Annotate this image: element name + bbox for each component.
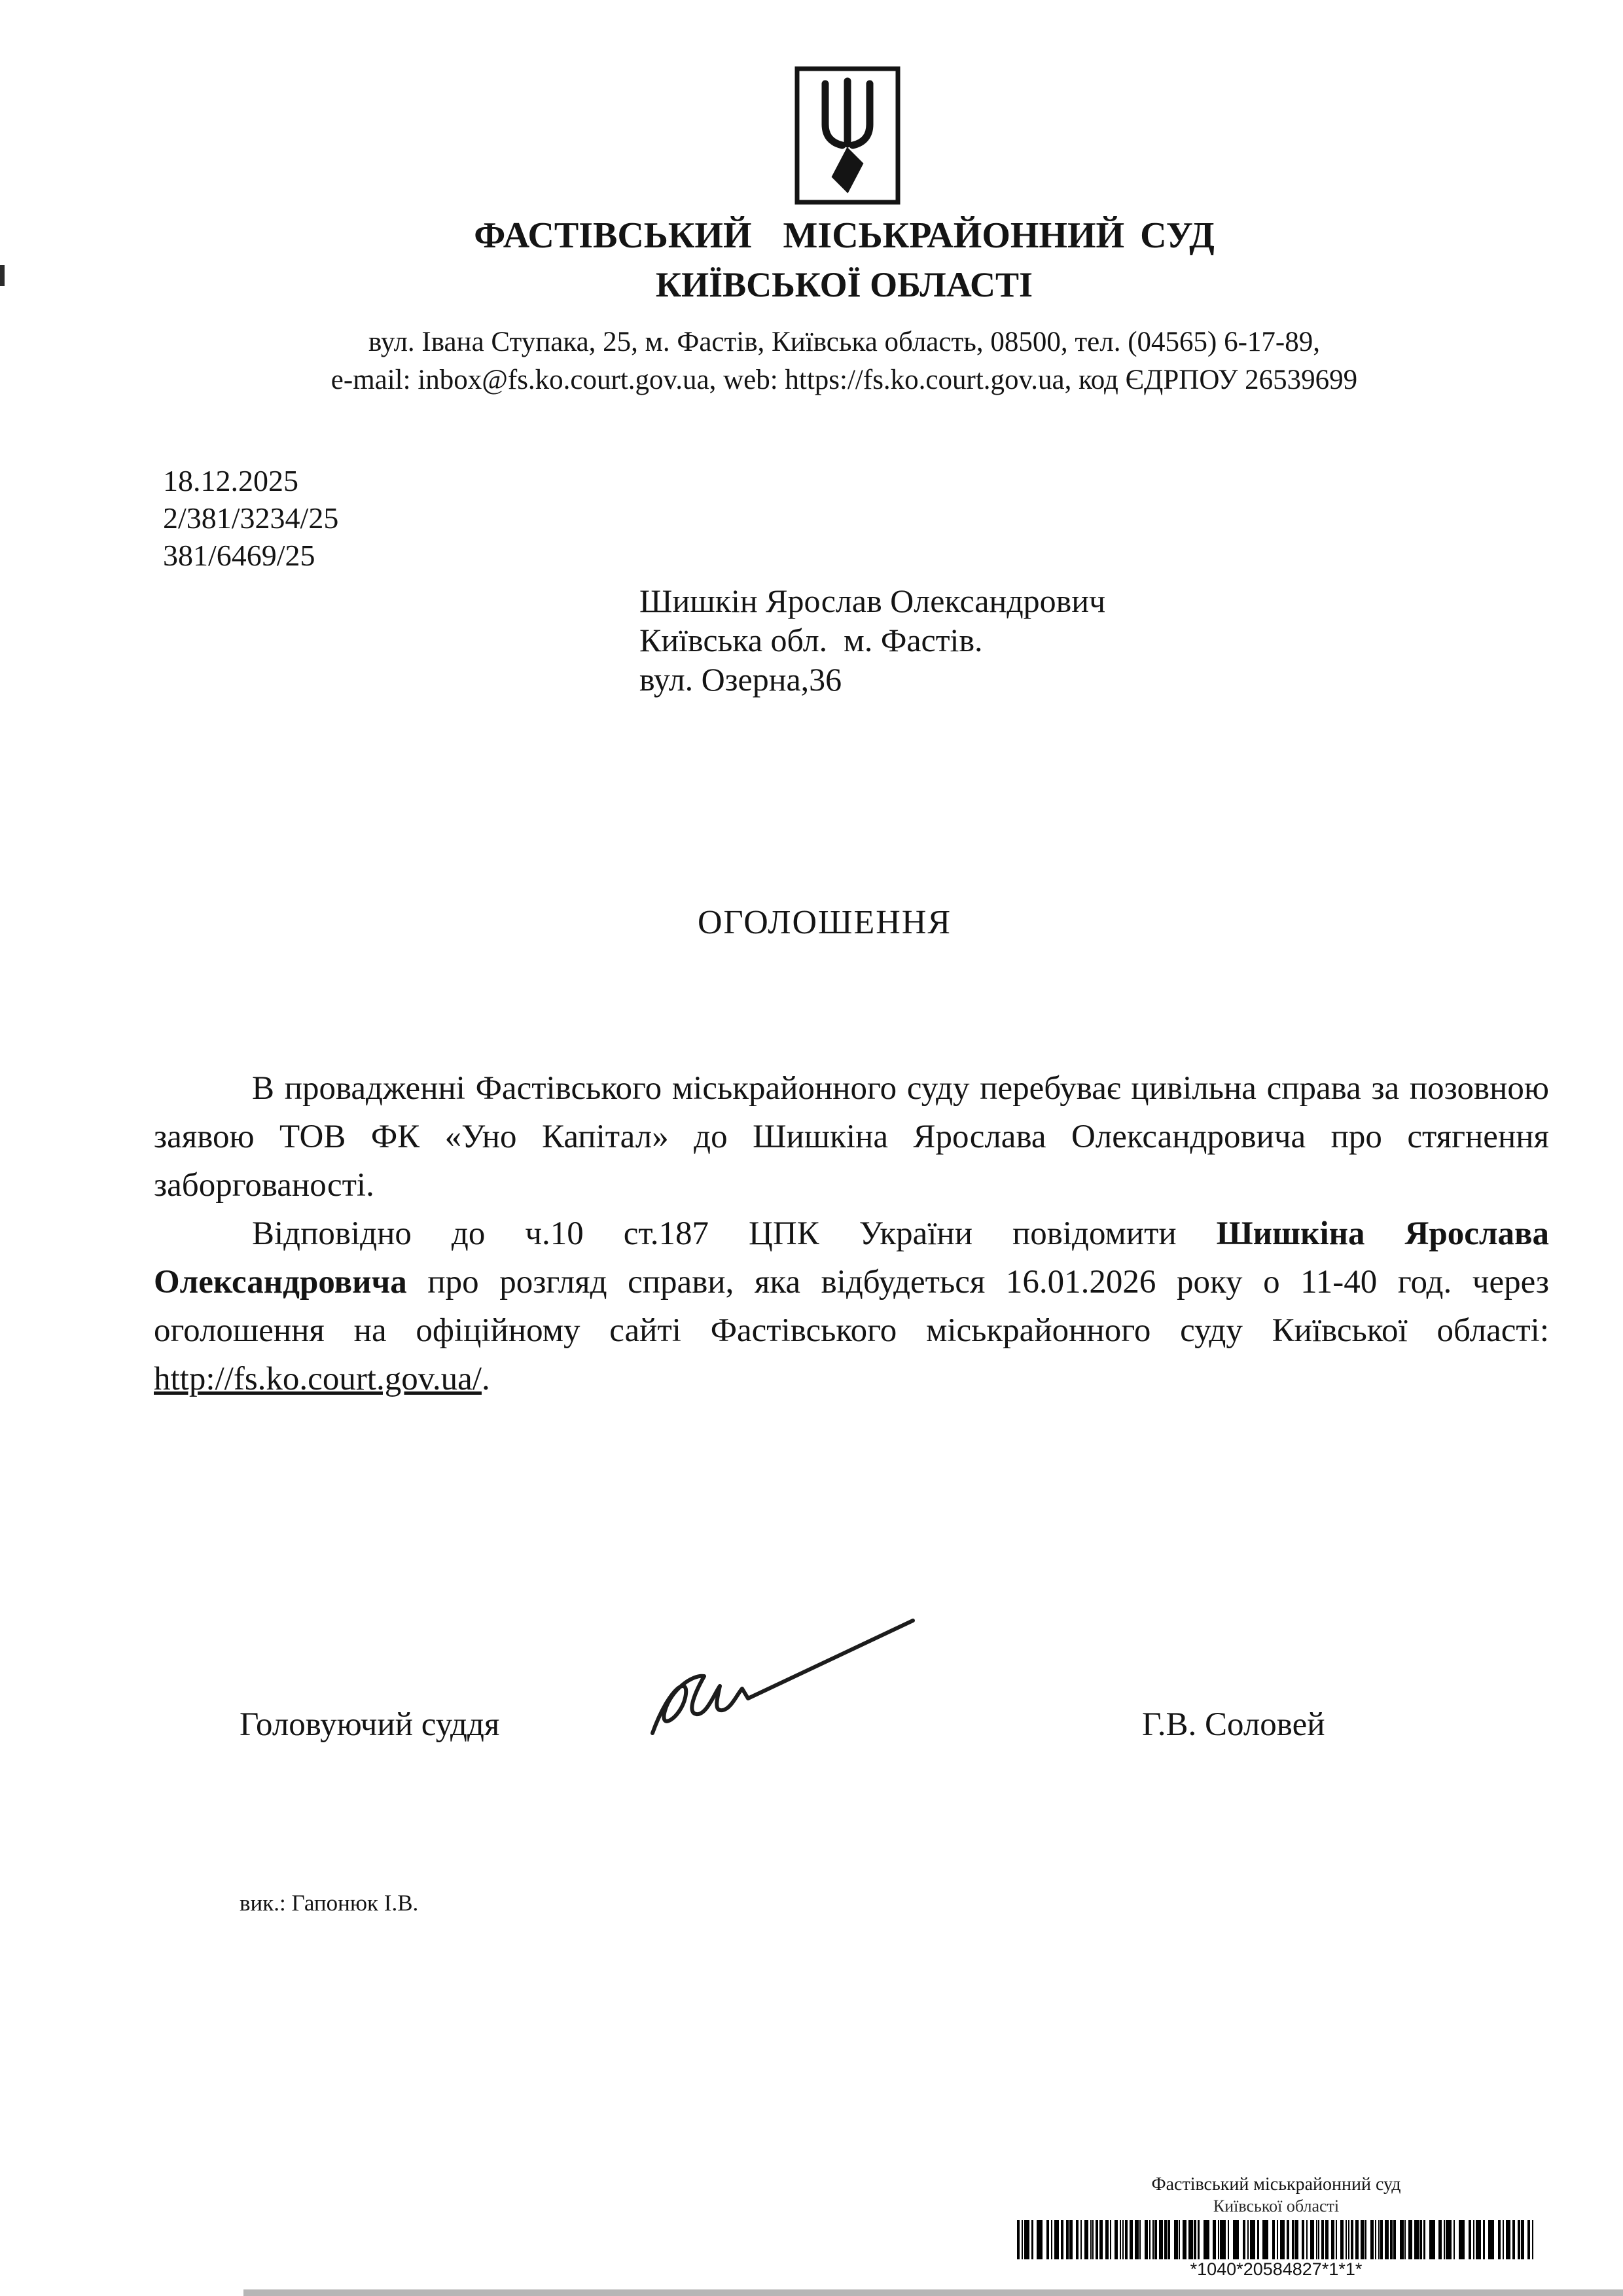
footer-court-name: Фастівський міськрайонний суд: [1151, 2174, 1401, 2195]
addressee-name: Шишкін Ярослав Олександрович: [639, 583, 1106, 619]
case-number: 2/381/3234/25: [163, 501, 339, 535]
document-body: [154, 1064, 1549, 1403]
outgoing-number: 381/6469/25: [163, 539, 315, 572]
body-paragraph-2: [154, 1210, 1549, 1403]
barcode-number: *1040*20584827*1*1*: [1190, 2259, 1363, 2279]
court-name-line1: ФАСТІВСЬКИЙ МІСЬКРАЙОННИЙ СУД: [474, 215, 1215, 256]
judge-name: Г.В. Соловей: [1142, 1706, 1325, 1743]
court-address-line2: e-mail: inbox@fs.ko.court.gov.ua, web: https://fs.ko.court.gov.ua, код ЄДРПОУ 26539699: [330, 365, 1358, 395]
court-name-line2: КИЇВСЬКОЇ ОБЛАСТІ: [655, 265, 1033, 304]
paragraph2-text-start: Відповідно до ч.10 ст.187 ЦПК України повідомити: [252, 1215, 1217, 1252]
judge-role-label: Головуючий суддя: [240, 1706, 500, 1743]
addressee-block: [639, 581, 1105, 699]
registration-barcode: [1017, 2220, 1535, 2259]
executor-note: вик.: Гапонюк І.В.: [240, 1890, 419, 1916]
footer-court-region: Київської області: [1213, 2197, 1340, 2215]
addressee-city: Київська обл. м. Фастів.: [639, 622, 983, 658]
body-paragraph-1: В провадженні Фастівського міськрайонного суду перебуває цивільна справа за позовною заявою ТОВ ФК «Уно Капітал» до Шишкіна Ярослава Олександровича про стягнення заборгованості.: [154, 1070, 1549, 1204]
paragraph2-text-middle: про розгляд справи, яка відбудеться 16.01.2026 року о 11-40 год. через оголошення на офіційному сайті Фастівського міськрайонного суду Київської області:: [154, 1264, 1549, 1349]
document-title: ОГОЛОШЕННЯ: [697, 904, 952, 941]
trident-emblem-icon: [794, 65, 901, 206]
scan-artifact-bottom-edge: [243, 2289, 1623, 2296]
scan-artifact-left-edge: [0, 265, 5, 286]
court-website-link: http://fs.ko.court.gov.ua/: [154, 1361, 482, 1397]
document-date: 18.12.2025: [163, 464, 298, 497]
paragraph2-defendant-name: Шишкіна Ярослава Олександровича: [154, 1215, 1549, 1300]
reference-block: [163, 462, 338, 574]
court-address-line1: вул. Івана Ступака, 25, м. Фастів, Київська область, 08500, тел. (04565) 6-17-89,: [368, 327, 1320, 357]
paragraph2-text-end: .: [481, 1361, 490, 1397]
judge-signature: [638, 1611, 933, 1768]
addressee-street: вул. Озерна,36: [639, 661, 842, 698]
